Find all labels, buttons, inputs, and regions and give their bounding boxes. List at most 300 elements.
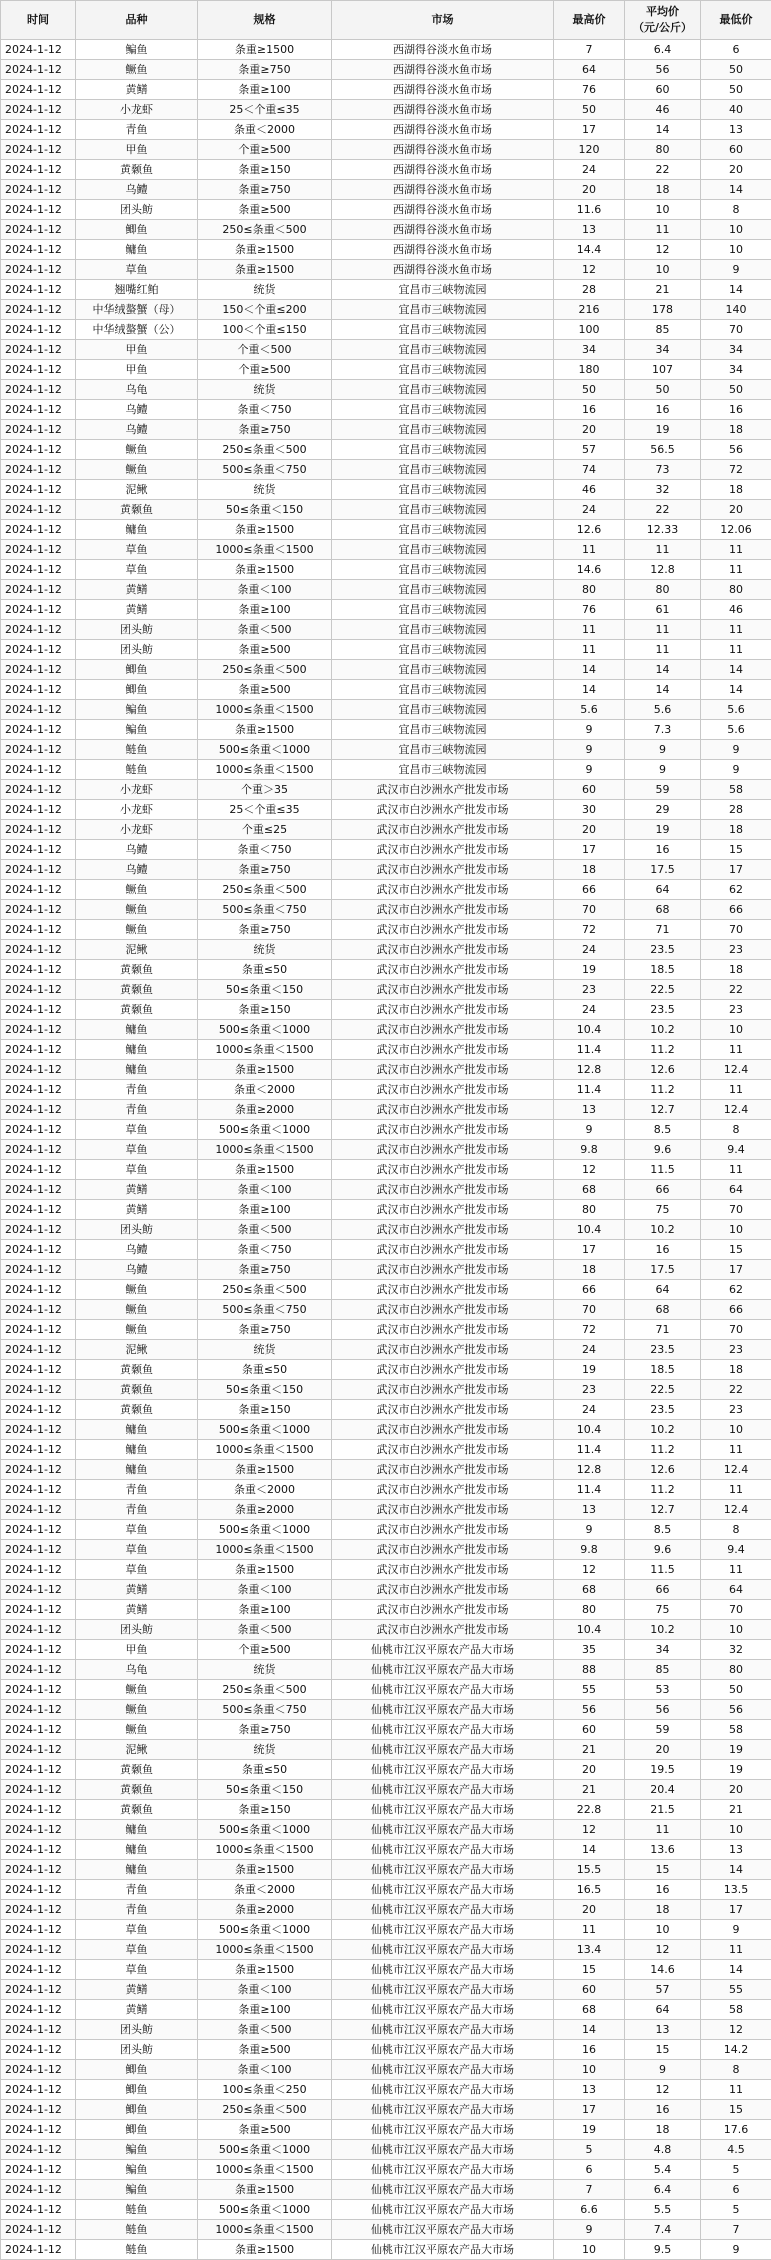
cell-market: 仙桃市江汉平原农产品大市场	[332, 2160, 554, 2180]
cell-min-price: 11	[701, 560, 771, 580]
cell-variety: 黄颡鱼	[76, 160, 198, 180]
cell-variety: 鲫鱼	[76, 220, 198, 240]
avg-price-unit: （元/公斤）	[627, 20, 698, 36]
cell-min-price: 9	[701, 1920, 771, 1940]
table-row	[1, 340, 771, 360]
cell-date: 2024-1-12	[1, 560, 76, 580]
cell-min-price: 80	[701, 1660, 771, 1680]
cell-spec: 条重≥750	[198, 920, 332, 940]
cell-market: 仙桃市江汉平原农产品大市场	[332, 2120, 554, 2140]
cell-avg-price: 11.5	[625, 1560, 701, 1580]
cell-spec: 条重≥1500	[198, 560, 332, 580]
table-row	[1, 1440, 771, 1460]
cell-max-price: 76	[554, 600, 625, 620]
cell-max-price: 16.5	[554, 1880, 625, 1900]
cell-avg-price: 11.2	[625, 1440, 701, 1460]
cell-min-price: 11	[701, 1560, 771, 1580]
cell-max-price: 11.4	[554, 1040, 625, 1060]
cell-spec: 1000≤条重＜1500	[198, 1940, 332, 1960]
cell-variety: 泥鳅	[76, 480, 198, 500]
cell-date: 2024-1-12	[1, 960, 76, 980]
cell-variety: 团头鲂	[76, 1220, 198, 1240]
cell-spec: 条重≥150	[198, 160, 332, 180]
cell-date: 2024-1-12	[1, 780, 76, 800]
table-row	[1, 1760, 771, 1780]
cell-variety: 鳙鱼	[76, 1040, 198, 1060]
cell-max-price: 50	[554, 380, 625, 400]
cell-date: 2024-1-12	[1, 1760, 76, 1780]
cell-variety: 草鱼	[76, 1140, 198, 1160]
cell-market: 仙桃市江汉平原农产品大市场	[332, 2020, 554, 2040]
cell-avg-price: 73	[625, 460, 701, 480]
cell-variety: 鲢鱼	[76, 760, 198, 780]
cell-market: 武汉市白沙洲水产批发市场	[332, 1020, 554, 1040]
cell-min-price: 8	[701, 1520, 771, 1540]
cell-spec: 500≤条重＜750	[198, 900, 332, 920]
cell-spec: 条重≥1500	[198, 720, 332, 740]
cell-max-price: 10.4	[554, 1220, 625, 1240]
cell-min-price: 8	[701, 2060, 771, 2080]
cell-spec: 条重≥2000	[198, 1900, 332, 1920]
cell-spec: 条重≥100	[198, 2000, 332, 2020]
cell-market: 宜昌市三峡物流园	[332, 560, 554, 580]
cell-min-price: 50	[701, 1680, 771, 1700]
cell-min-price: 19	[701, 1760, 771, 1780]
cell-variety: 鲫鱼	[76, 2120, 198, 2140]
table-row	[1, 360, 771, 380]
cell-spec: 250≤条重＜500	[198, 1680, 332, 1700]
cell-date: 2024-1-12	[1, 1380, 76, 1400]
cell-variety: 乌鳢	[76, 400, 198, 420]
cell-avg-price: 13	[625, 2020, 701, 2040]
cell-min-price: 12.06	[701, 520, 771, 540]
cell-market: 武汉市白沙洲水产批发市场	[332, 1280, 554, 1300]
table-row	[1, 160, 771, 180]
cell-market: 西湖得谷淡水鱼市场	[332, 160, 554, 180]
cell-variety: 黄颡鱼	[76, 960, 198, 980]
cell-max-price: 7	[554, 2180, 625, 2200]
cell-spec: 条重≥750	[198, 420, 332, 440]
col-header-market: 市场	[332, 1, 554, 40]
cell-spec: 条重≥2000	[198, 1100, 332, 1120]
cell-market: 仙桃市江汉平原农产品大市场	[332, 1660, 554, 1680]
cell-max-price: 20	[554, 1900, 625, 1920]
cell-variety: 鳙鱼	[76, 240, 198, 260]
cell-market: 武汉市白沙洲水产批发市场	[332, 1560, 554, 1580]
cell-market: 仙桃市江汉平原农产品大市场	[332, 2080, 554, 2100]
table-row	[1, 2140, 771, 2160]
cell-min-price: 140	[701, 300, 771, 320]
cell-variety: 草鱼	[76, 560, 198, 580]
cell-avg-price: 18.5	[625, 1360, 701, 1380]
cell-max-price: 15.5	[554, 1860, 625, 1880]
cell-spec: 250≤条重＜500	[198, 220, 332, 240]
cell-min-price: 5	[701, 2200, 771, 2220]
cell-variety: 鳙鱼	[76, 1440, 198, 1460]
cell-market: 宜昌市三峡物流园	[332, 720, 554, 740]
cell-date: 2024-1-12	[1, 60, 76, 80]
cell-date: 2024-1-12	[1, 1100, 76, 1120]
cell-avg-price: 5.6	[625, 700, 701, 720]
cell-market: 宜昌市三峡物流园	[332, 380, 554, 400]
cell-date: 2024-1-12	[1, 2000, 76, 2020]
cell-max-price: 20	[554, 180, 625, 200]
cell-variety: 乌龟	[76, 380, 198, 400]
cell-min-price: 7	[701, 2220, 771, 2240]
cell-avg-price: 5.5	[625, 2200, 701, 2220]
cell-spec: 条重≥1500	[198, 2240, 332, 2260]
cell-date: 2024-1-12	[1, 1160, 76, 1180]
cell-avg-price: 17.5	[625, 1260, 701, 1280]
cell-min-price: 11	[701, 1160, 771, 1180]
cell-variety: 青鱼	[76, 1900, 198, 1920]
cell-spec: 条重≥500	[198, 640, 332, 660]
cell-variety: 甲鱼	[76, 360, 198, 380]
cell-variety: 鲢鱼	[76, 740, 198, 760]
cell-variety: 鲢鱼	[76, 2220, 198, 2240]
col-header-date: 时间	[1, 1, 76, 40]
cell-min-price: 20	[701, 160, 771, 180]
cell-avg-price: 11	[625, 640, 701, 660]
cell-market: 武汉市白沙洲水产批发市场	[332, 780, 554, 800]
cell-min-price: 50	[701, 380, 771, 400]
cell-date: 2024-1-12	[1, 1700, 76, 1720]
cell-market: 仙桃市江汉平原农产品大市场	[332, 1840, 554, 1860]
cell-variety: 中华绒螯蟹（公）	[76, 320, 198, 340]
table-row	[1, 480, 771, 500]
cell-spec: 250≤条重＜500	[198, 880, 332, 900]
cell-max-price: 50	[554, 100, 625, 120]
cell-spec: 500≤条重＜750	[198, 460, 332, 480]
cell-date: 2024-1-12	[1, 2120, 76, 2140]
cell-avg-price: 12.33	[625, 520, 701, 540]
cell-max-price: 9	[554, 1120, 625, 1140]
cell-avg-price: 17.5	[625, 860, 701, 880]
cell-avg-price: 10.2	[625, 1220, 701, 1240]
cell-spec: 条重≤50	[198, 960, 332, 980]
cell-variety: 黄颡鱼	[76, 1800, 198, 1820]
cell-date: 2024-1-12	[1, 1080, 76, 1100]
cell-min-price: 12	[701, 2020, 771, 2040]
cell-date: 2024-1-12	[1, 140, 76, 160]
cell-variety: 鳜鱼	[76, 1700, 198, 1720]
cell-date: 2024-1-12	[1, 220, 76, 240]
cell-spec: 条重＜100	[198, 1580, 332, 1600]
table-row	[1, 1640, 771, 1660]
cell-date: 2024-1-12	[1, 1280, 76, 1300]
cell-variety: 青鱼	[76, 1480, 198, 1500]
cell-max-price: 13	[554, 1500, 625, 1520]
cell-spec: 条重≥500	[198, 2040, 332, 2060]
cell-date: 2024-1-12	[1, 1940, 76, 1960]
cell-date: 2024-1-12	[1, 1320, 76, 1340]
cell-max-price: 64	[554, 60, 625, 80]
cell-date: 2024-1-12	[1, 320, 76, 340]
cell-spec: 条重≥1500	[198, 1460, 332, 1480]
cell-date: 2024-1-12	[1, 1260, 76, 1280]
cell-variety: 团头鲂	[76, 2020, 198, 2040]
cell-min-price: 34	[701, 360, 771, 380]
cell-market: 西湖得谷淡水鱼市场	[332, 120, 554, 140]
cell-spec: 条重≥150	[198, 1400, 332, 1420]
cell-avg-price: 12.8	[625, 560, 701, 580]
cell-market: 武汉市白沙洲水产批发市场	[332, 1220, 554, 1240]
cell-max-price: 80	[554, 1600, 625, 1620]
cell-max-price: 68	[554, 1580, 625, 1600]
cell-spec: 50≤条重＜150	[198, 980, 332, 1000]
cell-spec: 1000≤条重＜1500	[198, 1540, 332, 1560]
table-row	[1, 1400, 771, 1420]
cell-date: 2024-1-12	[1, 740, 76, 760]
table-row	[1, 380, 771, 400]
cell-variety: 黄颡鱼	[76, 1400, 198, 1420]
cell-avg-price: 10.2	[625, 1620, 701, 1640]
cell-date: 2024-1-12	[1, 1820, 76, 1840]
cell-variety: 甲鱼	[76, 1640, 198, 1660]
cell-avg-price: 14	[625, 120, 701, 140]
cell-avg-price: 23.5	[625, 1340, 701, 1360]
cell-variety: 鳙鱼	[76, 1020, 198, 1040]
cell-min-price: 58	[701, 1720, 771, 1740]
cell-min-price: 6	[701, 40, 771, 60]
cell-min-price: 22	[701, 1380, 771, 1400]
cell-variety: 鳙鱼	[76, 1460, 198, 1480]
cell-variety: 乌鳢	[76, 1260, 198, 1280]
cell-min-price: 23	[701, 1340, 771, 1360]
cell-variety: 黄鳝	[76, 1200, 198, 1220]
table-row	[1, 2120, 771, 2140]
cell-date: 2024-1-12	[1, 1840, 76, 1860]
cell-max-price: 12.8	[554, 1060, 625, 1080]
cell-min-price: 14	[701, 280, 771, 300]
table-row	[1, 880, 771, 900]
cell-max-price: 34	[554, 340, 625, 360]
cell-market: 宜昌市三峡物流园	[332, 460, 554, 480]
cell-max-price: 12	[554, 1820, 625, 1840]
cell-min-price: 58	[701, 780, 771, 800]
cell-spec: 条重≥100	[198, 1600, 332, 1620]
cell-variety: 黄鳝	[76, 2000, 198, 2020]
table-row	[1, 1280, 771, 1300]
table-row	[1, 620, 771, 640]
cell-market: 仙桃市江汉平原农产品大市场	[332, 1680, 554, 1700]
cell-max-price: 68	[554, 2000, 625, 2020]
cell-variety: 鳜鱼	[76, 900, 198, 920]
table-row	[1, 1920, 771, 1940]
cell-date: 2024-1-12	[1, 1360, 76, 1380]
table-row	[1, 2040, 771, 2060]
cell-variety: 小龙虾	[76, 820, 198, 840]
cell-date: 2024-1-12	[1, 1960, 76, 1980]
cell-date: 2024-1-12	[1, 980, 76, 1000]
cell-avg-price: 50	[625, 380, 701, 400]
cell-spec: 1000≤条重＜1500	[198, 1140, 332, 1160]
cell-min-price: 22	[701, 980, 771, 1000]
table-row	[1, 1840, 771, 1860]
cell-avg-price: 11.2	[625, 1080, 701, 1100]
table-row	[1, 240, 771, 260]
cell-variety: 泥鳅	[76, 940, 198, 960]
cell-variety: 鳜鱼	[76, 1300, 198, 1320]
cell-avg-price: 19	[625, 420, 701, 440]
cell-variety: 乌鳢	[76, 420, 198, 440]
table-row	[1, 920, 771, 940]
cell-max-price: 12	[554, 1160, 625, 1180]
table-row	[1, 1480, 771, 1500]
cell-date: 2024-1-12	[1, 1400, 76, 1420]
cell-max-price: 11.6	[554, 200, 625, 220]
cell-avg-price: 16	[625, 400, 701, 420]
cell-variety: 鳊鱼	[76, 2160, 198, 2180]
cell-variety: 鳜鱼	[76, 1720, 198, 1740]
cell-date: 2024-1-12	[1, 1480, 76, 1500]
cell-min-price: 4.5	[701, 2140, 771, 2160]
cell-max-price: 23	[554, 980, 625, 1000]
cell-min-price: 50	[701, 80, 771, 100]
cell-variety: 小龙虾	[76, 100, 198, 120]
cell-spec: 条重≥1500	[198, 1560, 332, 1580]
cell-avg-price: 9	[625, 760, 701, 780]
cell-spec: 统货	[198, 940, 332, 960]
cell-variety: 乌鳢	[76, 860, 198, 880]
cell-min-price: 60	[701, 140, 771, 160]
cell-market: 武汉市白沙洲水产批发市场	[332, 1300, 554, 1320]
cell-avg-price: 19.5	[625, 1760, 701, 1780]
cell-variety: 鳜鱼	[76, 440, 198, 460]
cell-variety: 黄颡鱼	[76, 1360, 198, 1380]
table-row	[1, 820, 771, 840]
cell-avg-price: 11	[625, 540, 701, 560]
cell-spec: 25＜个重≤35	[198, 800, 332, 820]
cell-date: 2024-1-12	[1, 2220, 76, 2240]
cell-date: 2024-1-12	[1, 940, 76, 960]
cell-market: 武汉市白沙洲水产批发市场	[332, 1120, 554, 1140]
table-row	[1, 1300, 771, 1320]
cell-min-price: 9.4	[701, 1140, 771, 1160]
cell-variety: 草鱼	[76, 260, 198, 280]
cell-avg-price: 71	[625, 920, 701, 940]
cell-date: 2024-1-12	[1, 420, 76, 440]
table-row	[1, 800, 771, 820]
table-row	[1, 1180, 771, 1200]
cell-avg-price: 15	[625, 2040, 701, 2060]
cell-date: 2024-1-12	[1, 1680, 76, 1700]
cell-min-price: 11	[701, 640, 771, 660]
cell-spec: 统货	[198, 280, 332, 300]
cell-spec: 条重≥750	[198, 1720, 332, 1740]
cell-max-price: 17	[554, 1240, 625, 1260]
cell-market: 武汉市白沙洲水产批发市场	[332, 1500, 554, 1520]
cell-market: 武汉市白沙洲水产批发市场	[332, 1360, 554, 1380]
cell-min-price: 55	[701, 1980, 771, 2000]
cell-avg-price: 178	[625, 300, 701, 320]
cell-min-price: 11	[701, 1940, 771, 1960]
cell-spec: 250≤条重＜500	[198, 1280, 332, 1300]
cell-date: 2024-1-12	[1, 1460, 76, 1480]
cell-market: 武汉市白沙洲水产批发市场	[332, 900, 554, 920]
cell-min-price: 13	[701, 1840, 771, 1860]
cell-date: 2024-1-12	[1, 840, 76, 860]
cell-date: 2024-1-12	[1, 440, 76, 460]
cell-market: 武汉市白沙洲水产批发市场	[332, 960, 554, 980]
cell-date: 2024-1-12	[1, 1720, 76, 1740]
cell-spec: 1000≤条重＜1500	[198, 760, 332, 780]
cell-max-price: 21	[554, 1740, 625, 1760]
cell-avg-price: 9.6	[625, 1540, 701, 1560]
cell-min-price: 14.2	[701, 2040, 771, 2060]
table-row	[1, 180, 771, 200]
table-row	[1, 300, 771, 320]
cell-spec: 条重＜2000	[198, 120, 332, 140]
cell-date: 2024-1-12	[1, 1500, 76, 1520]
cell-variety: 黄鳝	[76, 1580, 198, 1600]
cell-market: 宜昌市三峡物流园	[332, 280, 554, 300]
cell-market: 武汉市白沙洲水产批发市场	[332, 1160, 554, 1180]
table-row	[1, 420, 771, 440]
cell-avg-price: 18	[625, 2120, 701, 2140]
cell-max-price: 22.8	[554, 1800, 625, 1820]
cell-market: 宜昌市三峡物流园	[332, 320, 554, 340]
cell-variety: 草鱼	[76, 1560, 198, 1580]
cell-variety: 鳊鱼	[76, 2180, 198, 2200]
cell-market: 武汉市白沙洲水产批发市场	[332, 1520, 554, 1540]
cell-spec: 500≤条重＜1000	[198, 1520, 332, 1540]
table-row	[1, 1120, 771, 1140]
cell-max-price: 14	[554, 1840, 625, 1860]
cell-max-price: 13	[554, 2080, 625, 2100]
cell-max-price: 13	[554, 1100, 625, 1120]
cell-avg-price: 23.5	[625, 940, 701, 960]
cell-avg-price: 11	[625, 220, 701, 240]
table-row	[1, 1360, 771, 1380]
table-row	[1, 1960, 771, 1980]
cell-date: 2024-1-12	[1, 580, 76, 600]
table-row	[1, 40, 771, 60]
cell-date: 2024-1-12	[1, 1440, 76, 1460]
cell-avg-price: 22.5	[625, 1380, 701, 1400]
cell-min-price: 20	[701, 500, 771, 520]
cell-date: 2024-1-12	[1, 2180, 76, 2200]
cell-max-price: 12	[554, 1560, 625, 1580]
cell-max-price: 10.4	[554, 1020, 625, 1040]
cell-min-price: 34	[701, 340, 771, 360]
cell-avg-price: 34	[625, 340, 701, 360]
cell-max-price: 88	[554, 1660, 625, 1680]
cell-avg-price: 12.7	[625, 1500, 701, 1520]
cell-max-price: 66	[554, 1280, 625, 1300]
col-header-max-price: 最高价	[554, 1, 625, 40]
cell-date: 2024-1-12	[1, 1740, 76, 1760]
cell-date: 2024-1-12	[1, 1900, 76, 1920]
cell-spec: 个重＞35	[198, 780, 332, 800]
cell-min-price: 11	[701, 2080, 771, 2100]
cell-market: 仙桃市江汉平原农产品大市场	[332, 2000, 554, 2020]
cell-avg-price: 56	[625, 1700, 701, 1720]
cell-spec: 500≤条重＜750	[198, 1700, 332, 1720]
cell-min-price: 10	[701, 1820, 771, 1840]
cell-min-price: 20	[701, 1780, 771, 1800]
cell-variety: 黄颡鱼	[76, 980, 198, 1000]
cell-spec: 1000≤条重＜1500	[198, 1440, 332, 1460]
table-row	[1, 260, 771, 280]
cell-date: 2024-1-12	[1, 1060, 76, 1080]
table-row	[1, 720, 771, 740]
table-row	[1, 460, 771, 480]
cell-max-price: 60	[554, 1720, 625, 1740]
cell-date: 2024-1-12	[1, 360, 76, 380]
table-header	[1, 1, 771, 40]
cell-avg-price: 7.4	[625, 2220, 701, 2240]
